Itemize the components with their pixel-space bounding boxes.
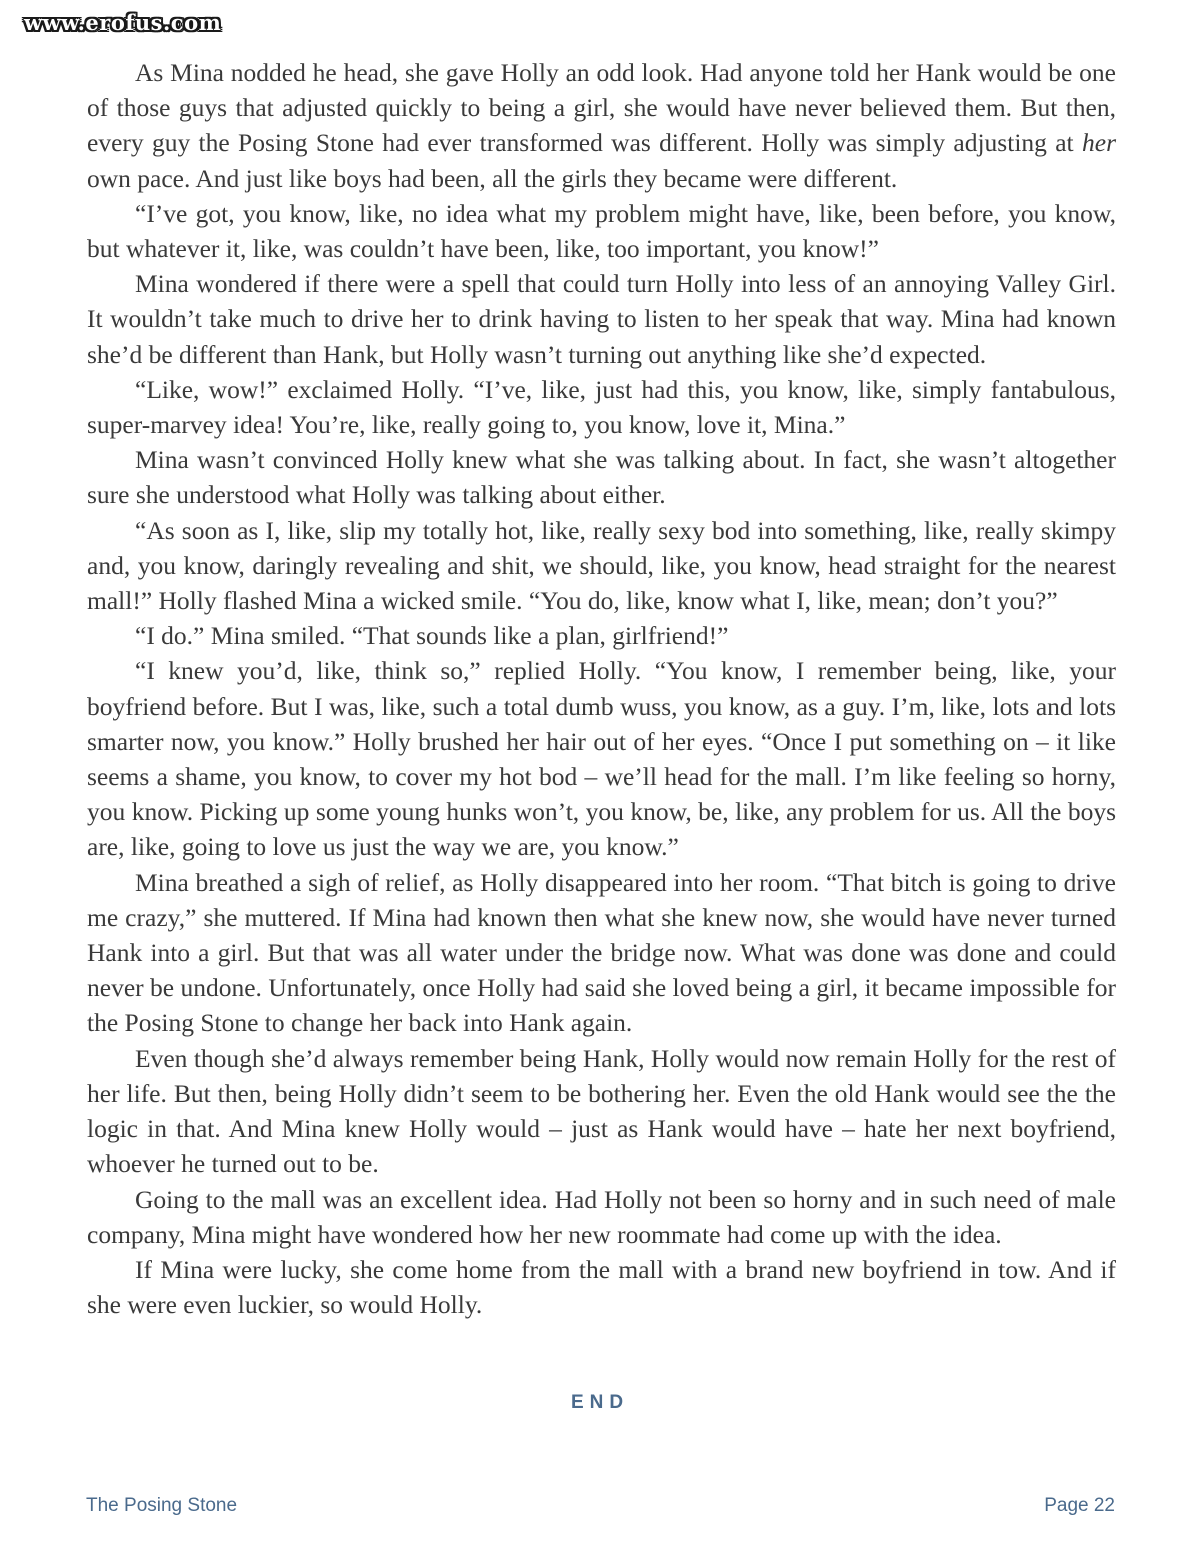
paragraph-1-text-a: As Mina nodded he head, she gave Holly an odd look. Had anyone told her Hank would be one of those guys that adjusted quickly to being a girl, she would have never believed them. But then, every guy the Posing Stone had ever transformed was different. Holly was simply adjusting at (87, 58, 1116, 158)
paragraph-11: Going to the mall was an excellent idea. Had Holly not been so horny and in such need of male company, Mina might have wondered how her new roommate had come up with the idea. (87, 1184, 1116, 1249)
paragraph-2: “I’ve got, you know, like, no idea what my problem might have, like, been before, you know, but whatever it, like, was couldn’t have been, like, too important, you know!” (87, 198, 1116, 264)
paragraph-5: Mina wasn’t convinced Holly knew what she was talking about. In fact, she wasn’t altogether sure she understood what Holly was talking about either. (87, 445, 1116, 510)
story-body (87, 55, 1116, 1322)
end-marker: END (570, 1392, 630, 1413)
paragraph-1-text-b: own pace. And just like boys had been, all the girls they became were different. (87, 163, 898, 193)
paragraph-9: Mina breathed a sigh of relief, as Holly disappeared into her room. “That bitch is going to drive me crazy,” she muttered. If Mina had known then what she knew now, she would have never turned Hank into a girl. But that was all water under the bridge now. What was done was done and could never be undone. Unfortunately, once Holly had said she loved being a girl, it became impossible for the Posing Stone to change her back into Hank again. (87, 867, 1116, 1038)
footer-book-title: The Posing Stone (86, 1495, 238, 1516)
paragraph-8: “I knew you’d, like, think so,” replied Holly. “You know, I remember being, like, your boyfriend before. But I was, like, such a total dumb wuss, you know, as a guy. I’m, like, lots and lots smarter now, you know.” Holly brushed her hair out of her eyes. “Once I put something on – it like seems a shame, you know, to cover my hot bod – we’ll head for the mall. I’m like feeling so horny, you know. Picking up some young hunks won’t, you know, be, like, any problem for us. All the boys are, like, going to love us just the way we are, you know.” (87, 656, 1116, 862)
paragraph-7: “I do.” Mina smiled. “That sounds like a plan, girlfriend!” (135, 621, 729, 651)
footer-page-number: Page 22 (1044, 1495, 1115, 1516)
paragraph-3: Mina wondered if there were a spell that could turn Holly into less of an annoying Valley Girl. It wouldn’t take much to drive her to drink having to listen to her speak that way. Mina had known she’d be different than Hank, but Holly wasn’t turning out anything like she’d expected. (87, 269, 1116, 369)
paragraph-4: “Like, wow!” exclaimed Holly. “I’ve, like, just had this, you know, like, simply fantabulous, super-marvey idea! You’re, like, really going to, you know, love it, Mina.” (87, 374, 1116, 440)
paragraph-1-emphasis: her (1082, 128, 1116, 158)
site-watermark: www.erofus.com (24, 10, 222, 35)
paragraph-6: “As soon as I, like, slip my totally hot, like, really sexy bod into something, like, really skimpy and, you know, daringly revealing and shit, we should, like, you know, head straight for the nearest mall!” Holly flashed Mina a wicked smile. “You do, like, know what I, like, mean; don’t you?” (87, 515, 1116, 616)
paragraph-10: Even though she’d always remember being Hank, Holly would now remain Holly for the rest of her life. But then, being Holly didn’t seem to be bothering her. Even the old Hank would see the the logic in that. And Mina knew Holly would – just as Hank would have – hate her next boyfriend, whoever he turned out to be. (87, 1043, 1116, 1179)
paragraph-1 (87, 55, 1116, 196)
paragraph-12: If Mina were lucky, she come home from the mall with a brand new boyfriend in tow. And if she were even luckier, so would Holly. (87, 1254, 1116, 1320)
